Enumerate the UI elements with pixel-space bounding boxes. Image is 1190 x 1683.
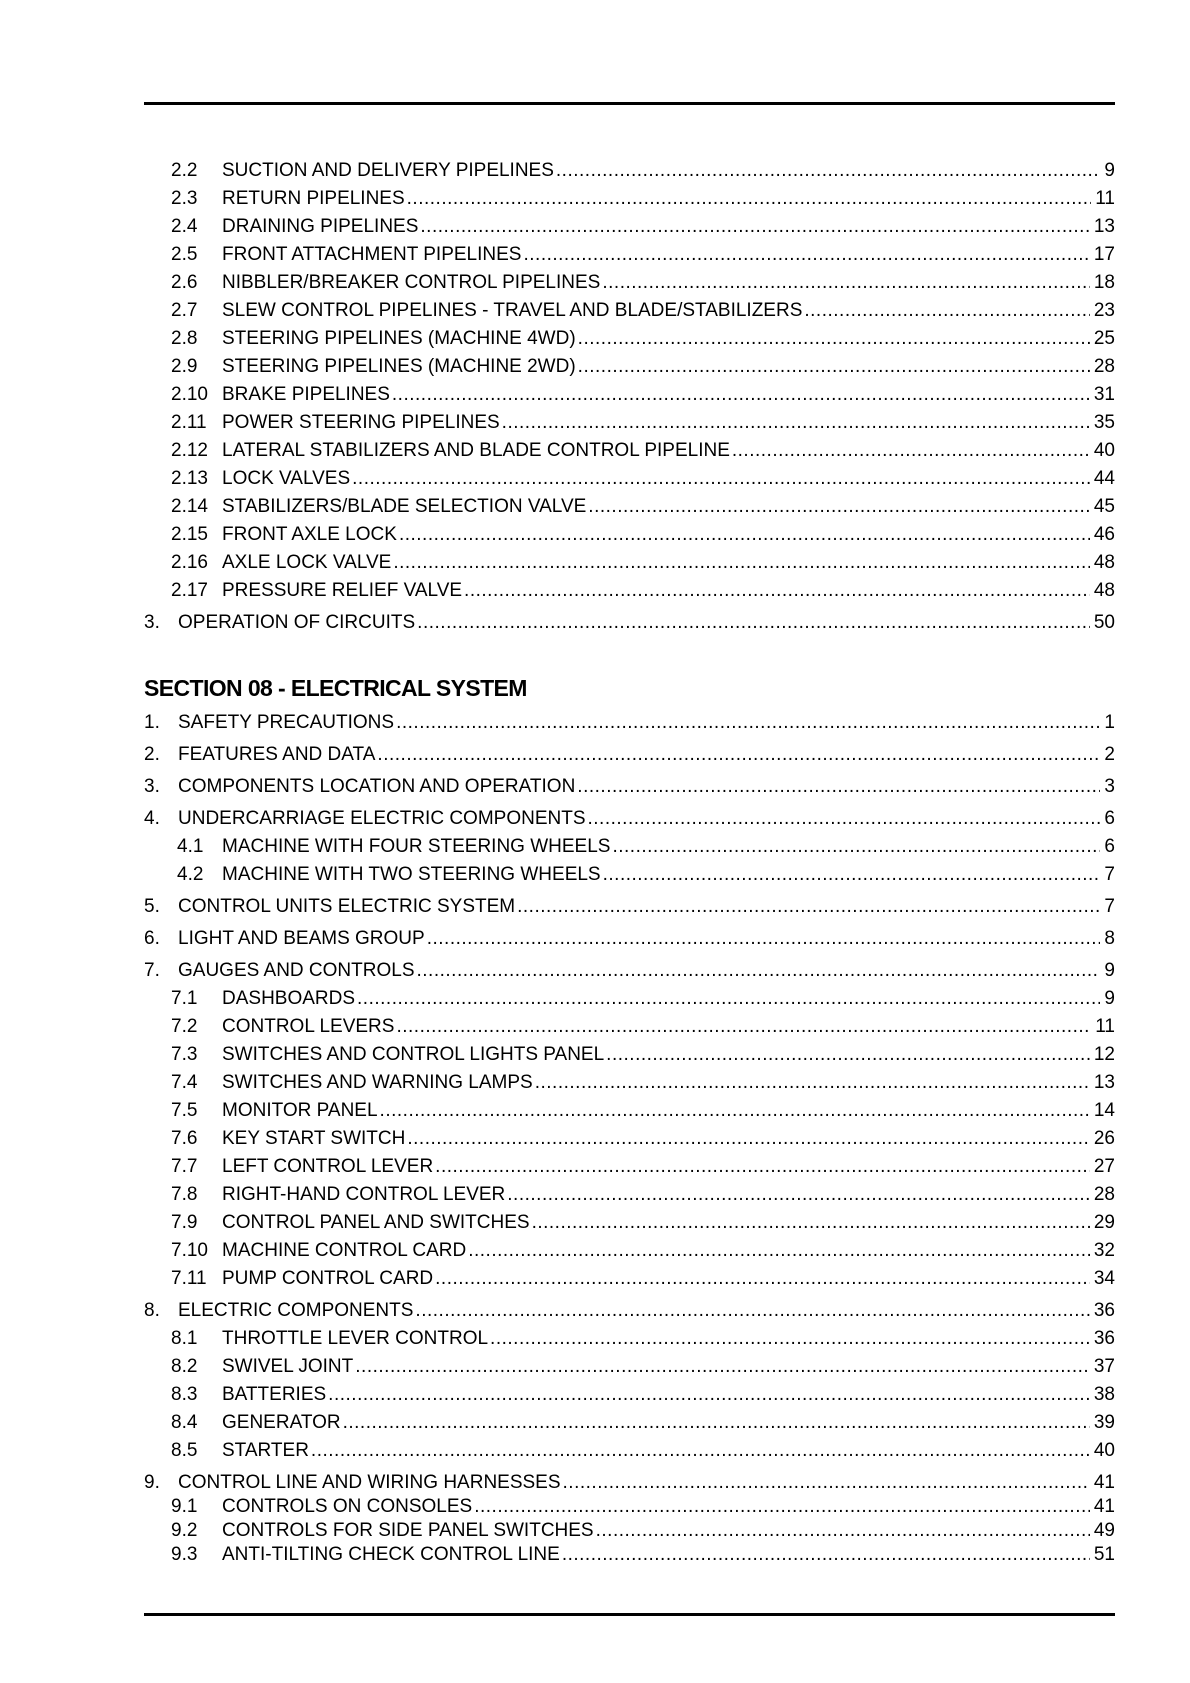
toc-entry-number: 8.5 — [171, 1440, 198, 1461]
toc-entry-title: AXLE LOCK VALVE — [222, 552, 392, 573]
toc-entry-number: 7.7 — [171, 1156, 198, 1177]
toc-entry-page: 45 — [1093, 496, 1115, 517]
toc-entry-title: GAUGES AND CONTROLS — [178, 960, 415, 981]
toc-entry[interactable] — [144, 1471, 1115, 1495]
toc-entry-page: 28 — [1093, 356, 1115, 377]
toc-entry-number: 9. — [144, 1472, 160, 1493]
toc-entry-page: 9 — [1104, 988, 1115, 1009]
toc-entry-number: 7.4 — [171, 1072, 198, 1093]
toc-entry-title: KEY START SWITCH — [222, 1128, 406, 1149]
toc-entry-title: SUCTION AND DELIVERY PIPELINES — [222, 160, 554, 181]
toc-entry-number: 2.7 — [171, 300, 198, 321]
toc-entry-page: 46 — [1093, 524, 1115, 545]
toc-entry-number: 2.11 — [171, 412, 207, 433]
toc-entry-number: 2.8 — [171, 328, 198, 349]
toc-entry[interactable] — [144, 1015, 1115, 1039]
toc-entry-page: 35 — [1093, 412, 1115, 433]
toc-entry-page: 23 — [1093, 300, 1115, 321]
toc-entry-page: 9 — [1104, 160, 1115, 181]
toc-entry[interactable] — [144, 1355, 1115, 1379]
toc-entry-title: LATERAL STABILIZERS AND BLADE CONTROL PIPELINE — [222, 440, 730, 461]
toc-entry-title: LIGHT AND BEAMS GROUP — [178, 928, 425, 949]
toc-entry-number: 1. — [144, 712, 160, 733]
toc-entry[interactable] — [144, 895, 1115, 919]
toc-entry[interactable] — [144, 495, 1115, 519]
toc-entry-title: FEATURES AND DATA — [178, 744, 376, 765]
toc-entry-title: STABILIZERS/BLADE SELECTION VALVE — [222, 496, 587, 517]
toc-entry-number: 2.12 — [171, 440, 208, 461]
toc-entry-title: ANTI-TILTING CHECK CONTROL LINE — [222, 1544, 560, 1565]
toc-entry-page: 39 — [1093, 1412, 1115, 1433]
toc-entry[interactable] — [144, 1327, 1115, 1351]
toc-entry[interactable] — [144, 299, 1115, 323]
toc-entry[interactable] — [144, 355, 1115, 379]
toc-entry[interactable] — [144, 775, 1115, 799]
dot-leader — [343, 1411, 1090, 1435]
toc-entry[interactable] — [144, 215, 1115, 239]
toc-entry-page: 13 — [1093, 1072, 1115, 1093]
toc-entry[interactable] — [144, 1239, 1115, 1263]
dot-leader — [417, 959, 1101, 983]
toc-entry[interactable] — [144, 1043, 1115, 1067]
dot-leader — [502, 411, 1090, 435]
dot-leader — [507, 1183, 1090, 1207]
toc-entry-title: THROTTLE LEVER CONTROL — [222, 1328, 489, 1349]
toc-entry[interactable] — [144, 271, 1115, 295]
toc-entry-title: SLEW CONTROL PIPELINES - TRAVEL AND BLADE/STABILIZERS — [222, 300, 803, 321]
toc-entry-number: 8. — [144, 1300, 160, 1321]
toc-entry-title: OPERATION OF CIRCUITS — [178, 612, 416, 633]
toc-entry[interactable] — [144, 1099, 1115, 1123]
dot-leader — [563, 1471, 1090, 1495]
toc-entry-number: 7.5 — [171, 1100, 198, 1121]
toc-entry-number: 2.4 — [171, 216, 198, 237]
toc-entry-title: MONITOR PANEL — [222, 1100, 378, 1121]
dot-leader — [588, 807, 1101, 831]
toc-entry-page: 12 — [1093, 1044, 1115, 1065]
toc-entry[interactable] — [144, 1127, 1115, 1151]
toc-entry-page: 2 — [1104, 744, 1115, 765]
toc-entry-title: SAFETY PRECAUTIONS — [178, 712, 395, 733]
toc-entry[interactable] — [144, 1495, 1115, 1519]
dot-leader — [435, 1267, 1090, 1291]
toc-entry-title: RIGHT-HAND CONTROL LEVER — [222, 1184, 506, 1205]
dot-leader — [490, 1327, 1090, 1351]
toc-entry-number: 4. — [144, 808, 160, 829]
toc-entry-page: 1 — [1104, 712, 1115, 733]
dot-leader — [474, 1495, 1090, 1519]
toc-entry-number: 8.4 — [171, 1412, 198, 1433]
toc-entry[interactable] — [144, 1299, 1115, 1323]
dot-leader — [427, 927, 1101, 951]
toc-entry[interactable] — [144, 987, 1115, 1011]
toc-entry-title: SWITCHES AND WARNING LAMPS — [222, 1072, 533, 1093]
toc-entry-number: 9.2 — [171, 1520, 198, 1541]
dot-leader — [588, 495, 1090, 519]
dot-leader — [804, 299, 1089, 323]
dot-leader — [392, 383, 1090, 407]
toc-entry-page: 44 — [1093, 468, 1115, 489]
toc-entry-title: LOCK VALVES — [222, 468, 351, 489]
toc-entry-number: 2.3 — [171, 188, 198, 209]
toc-entry[interactable] — [144, 863, 1115, 887]
toc-entry-number: 2.10 — [171, 384, 208, 405]
toc-entry-title: CONTROL UNITS ELECTRIC SYSTEM — [178, 896, 516, 917]
toc-entry-number: 7.1 — [171, 988, 198, 1009]
toc-entry[interactable] — [144, 959, 1115, 983]
toc-entry-number: 7.6 — [171, 1128, 198, 1149]
toc-entry-page: 51 — [1093, 1544, 1115, 1565]
toc-entry-number: 2.14 — [171, 496, 208, 517]
toc-entry-page: 25 — [1093, 328, 1115, 349]
toc-entry-page: 36 — [1093, 1300, 1115, 1321]
toc-entry-number: 2.17 — [171, 580, 208, 601]
toc-entry-title: DRAINING PIPELINES — [222, 216, 419, 237]
dot-leader — [377, 743, 1100, 767]
toc-entry[interactable] — [144, 439, 1115, 463]
dot-leader — [417, 611, 1090, 635]
dot-leader — [517, 895, 1100, 919]
toc-entry[interactable] — [144, 807, 1115, 831]
dot-leader — [380, 1099, 1090, 1123]
toc-entry-page: 48 — [1093, 580, 1115, 601]
toc-entry-title: CONTROL PANEL AND SWITCHES — [222, 1212, 530, 1233]
dot-leader — [464, 579, 1090, 603]
toc-entry[interactable] — [144, 1267, 1115, 1291]
toc-entry-page: 31 — [1093, 384, 1115, 405]
toc-entry[interactable] — [144, 1519, 1115, 1543]
toc-entry[interactable] — [144, 611, 1115, 635]
toc-entry-title: LEFT CONTROL LEVER — [222, 1156, 434, 1177]
toc-entry-page: 34 — [1093, 1268, 1115, 1289]
dot-leader — [577, 775, 1100, 799]
toc-entry-title: UNDERCARRIAGE ELECTRIC COMPONENTS — [178, 808, 586, 829]
toc-entry-number: 3. — [144, 612, 160, 633]
toc-entry-page: 11 — [1095, 188, 1115, 209]
toc-entry[interactable] — [144, 467, 1115, 491]
toc-entry-page: 49 — [1093, 1520, 1115, 1541]
toc-entry-title: RETURN PIPELINES — [222, 188, 405, 209]
toc-entry-title: STARTER — [222, 1440, 309, 1461]
toc-entry-title: CONTROL LEVERS — [222, 1016, 395, 1037]
toc-entry[interactable] — [144, 243, 1115, 267]
toc-entry[interactable] — [144, 1071, 1115, 1095]
toc-entry-page: 41 — [1093, 1496, 1115, 1517]
toc-entry-page: 3 — [1104, 776, 1115, 797]
toc-entry-page: 41 — [1093, 1472, 1115, 1493]
toc-entry[interactable] — [144, 927, 1115, 951]
toc-entry-number: 2.9 — [171, 356, 198, 377]
toc-entry-title: BRAKE PIPELINES — [222, 384, 390, 405]
toc-entry-page: 50 — [1093, 612, 1115, 633]
dot-leader — [606, 1043, 1090, 1067]
toc-entry-number: 3. — [144, 776, 160, 797]
dot-leader — [396, 711, 1100, 735]
toc-entry-page: 9 — [1104, 960, 1115, 981]
dot-leader — [407, 1127, 1090, 1151]
toc-entry[interactable] — [144, 1155, 1115, 1179]
toc-entry[interactable] — [144, 711, 1115, 735]
dot-leader — [415, 1299, 1089, 1323]
toc-entry[interactable] — [144, 523, 1115, 547]
toc-entry-page: 14 — [1093, 1100, 1115, 1121]
dot-leader — [562, 1543, 1090, 1567]
dot-leader — [420, 215, 1089, 239]
toc-entry[interactable] — [144, 411, 1115, 435]
toc-entry-title: DASHBOARDS — [222, 988, 356, 1009]
toc-entry-number: 2.6 — [171, 272, 198, 293]
dot-leader — [523, 243, 1089, 267]
dot-leader — [407, 187, 1092, 211]
dot-leader — [556, 159, 1101, 183]
dot-leader — [396, 1015, 1091, 1039]
dot-leader — [399, 523, 1090, 547]
toc-entry[interactable] — [144, 159, 1115, 183]
dot-leader — [532, 1211, 1090, 1235]
toc-entry-title: CONTROL LINE AND WIRING HARNESSES — [178, 1472, 561, 1493]
toc-entry-number: 2.13 — [171, 468, 208, 489]
toc-entry-page: 17 — [1093, 244, 1115, 265]
toc-entry-number: 2. — [144, 744, 160, 765]
toc-entry[interactable] — [144, 383, 1115, 407]
toc-entry[interactable] — [144, 1543, 1115, 1567]
toc-entry-page: 32 — [1093, 1240, 1115, 1261]
toc-entry-number: 8.3 — [171, 1384, 198, 1405]
toc-entry-title: PRESSURE RELIEF VALVE — [222, 580, 463, 601]
toc-entry-title: BATTERIES — [222, 1384, 327, 1405]
toc-entry-page: 28 — [1093, 1184, 1115, 1205]
toc-entry-title: MACHINE CONTROL CARD — [222, 1240, 467, 1261]
toc-entry-page: 6 — [1104, 836, 1115, 857]
toc-entry[interactable] — [144, 551, 1115, 575]
toc-entry-title: SWIVEL JOINT — [222, 1356, 354, 1377]
toc-entry-page: 18 — [1093, 272, 1115, 293]
toc-entry[interactable] — [144, 1439, 1115, 1463]
toc-entry-title: SWITCHES AND CONTROL LIGHTS PANEL — [222, 1044, 605, 1065]
toc-entry[interactable] — [144, 1211, 1115, 1235]
toc-entry[interactable] — [144, 187, 1115, 211]
toc-entry[interactable] — [144, 1183, 1115, 1207]
toc-entry-number: 8.1 — [171, 1328, 198, 1349]
dot-leader — [596, 1519, 1090, 1543]
toc-entry-number: 7.3 — [171, 1044, 198, 1065]
toc-entry-number: 7.8 — [171, 1184, 198, 1205]
toc-entry-page: 36 — [1093, 1328, 1115, 1349]
toc-entry-number: 7.10 — [171, 1240, 208, 1261]
dot-leader — [603, 863, 1101, 887]
toc-entry[interactable] — [144, 1383, 1115, 1407]
toc-entry-number: 9.3 — [171, 1544, 198, 1565]
toc-entry-title: NIBBLER/BREAKER CONTROL PIPELINES — [222, 272, 601, 293]
toc-entry-title: POWER STEERING PIPELINES — [222, 412, 500, 433]
toc-entry-page: 40 — [1093, 440, 1115, 461]
dot-leader — [612, 835, 1100, 859]
toc-entry-title: STEERING PIPELINES (MACHINE 2WD) — [222, 356, 576, 377]
toc-entry-number: 7.2 — [171, 1016, 198, 1037]
dot-leader — [602, 271, 1090, 295]
dot-leader — [435, 1155, 1090, 1179]
toc-entry-title: GENERATOR — [222, 1412, 341, 1433]
dot-leader — [393, 551, 1090, 575]
dot-leader — [468, 1239, 1090, 1263]
toc-entry-page: 7 — [1104, 864, 1115, 885]
toc-entry-number: 7.11 — [171, 1268, 207, 1289]
toc-entry-title: COMPONENTS LOCATION AND OPERATION — [178, 776, 576, 797]
toc-entry-number: 2.15 — [171, 524, 208, 545]
toc-entry-title: FRONT AXLE LOCK — [222, 524, 397, 545]
dot-leader — [355, 1355, 1090, 1379]
toc-entry-title: PUMP CONTROL CARD — [222, 1268, 434, 1289]
toc-entry-title: MACHINE WITH TWO STEERING WHEELS — [222, 864, 601, 885]
dot-leader — [578, 327, 1090, 351]
toc-entry-number: 2.16 — [171, 552, 208, 573]
toc-entry-number: 7.9 — [171, 1212, 198, 1233]
toc-entry-number: 4.2 — [177, 864, 204, 885]
header-rule — [144, 102, 1115, 105]
toc-entry-title: CONTROLS ON CONSOLES — [222, 1496, 473, 1517]
toc-entry-number: 6. — [144, 928, 160, 949]
toc-entry-number: 8.2 — [171, 1356, 198, 1377]
toc-entry[interactable] — [144, 743, 1115, 767]
toc-entry-title: MACHINE WITH FOUR STEERING WHEELS — [222, 836, 611, 857]
toc-entry-title: FRONT ATTACHMENT PIPELINES — [222, 244, 522, 265]
toc-entry[interactable] — [144, 835, 1115, 859]
toc-entry-page: 37 — [1093, 1356, 1115, 1377]
toc-entry-title: STEERING PIPELINES (MACHINE 4WD) — [222, 328, 576, 349]
toc-entry-page: 38 — [1093, 1384, 1115, 1405]
toc-entry-page: 8 — [1104, 928, 1115, 949]
dot-leader — [578, 355, 1090, 379]
footer-rule — [144, 1613, 1115, 1616]
toc-entry-page: 7 — [1104, 896, 1115, 917]
toc-entry-number: 4.1 — [177, 836, 204, 857]
section-heading: SECTION 08 - ELECTRICAL SYSTEM — [144, 675, 527, 701]
toc-entry-page: 26 — [1093, 1128, 1115, 1149]
toc-entry[interactable] — [144, 579, 1115, 603]
toc-entry-number: 7. — [144, 960, 160, 981]
toc-entry-number: 9.1 — [171, 1496, 198, 1517]
dot-leader — [328, 1383, 1090, 1407]
dot-leader — [352, 467, 1090, 491]
toc-entry-number: 2.5 — [171, 244, 198, 265]
toc-entry-title: CONTROLS FOR SIDE PANEL SWITCHES — [222, 1520, 594, 1541]
dot-leader — [311, 1439, 1090, 1463]
toc-entry[interactable] — [144, 327, 1115, 351]
dot-leader — [732, 439, 1090, 463]
toc-entry-page: 6 — [1104, 808, 1115, 829]
toc-entry-page: 11 — [1095, 1016, 1115, 1037]
dot-leader — [535, 1071, 1090, 1095]
toc-entry-title: ELECTRIC COMPONENTS — [178, 1300, 414, 1321]
toc-entry-page: 40 — [1093, 1440, 1115, 1461]
toc-entry-page: 27 — [1093, 1156, 1115, 1177]
dot-leader — [357, 987, 1100, 1011]
toc-entry-number: 2.2 — [171, 160, 198, 181]
toc-entry-number: 5. — [144, 896, 160, 917]
toc-entry-page: 29 — [1093, 1212, 1115, 1233]
toc-entry[interactable] — [144, 1411, 1115, 1435]
toc-entry-page: 13 — [1093, 216, 1115, 237]
toc-entry-page: 48 — [1093, 552, 1115, 573]
